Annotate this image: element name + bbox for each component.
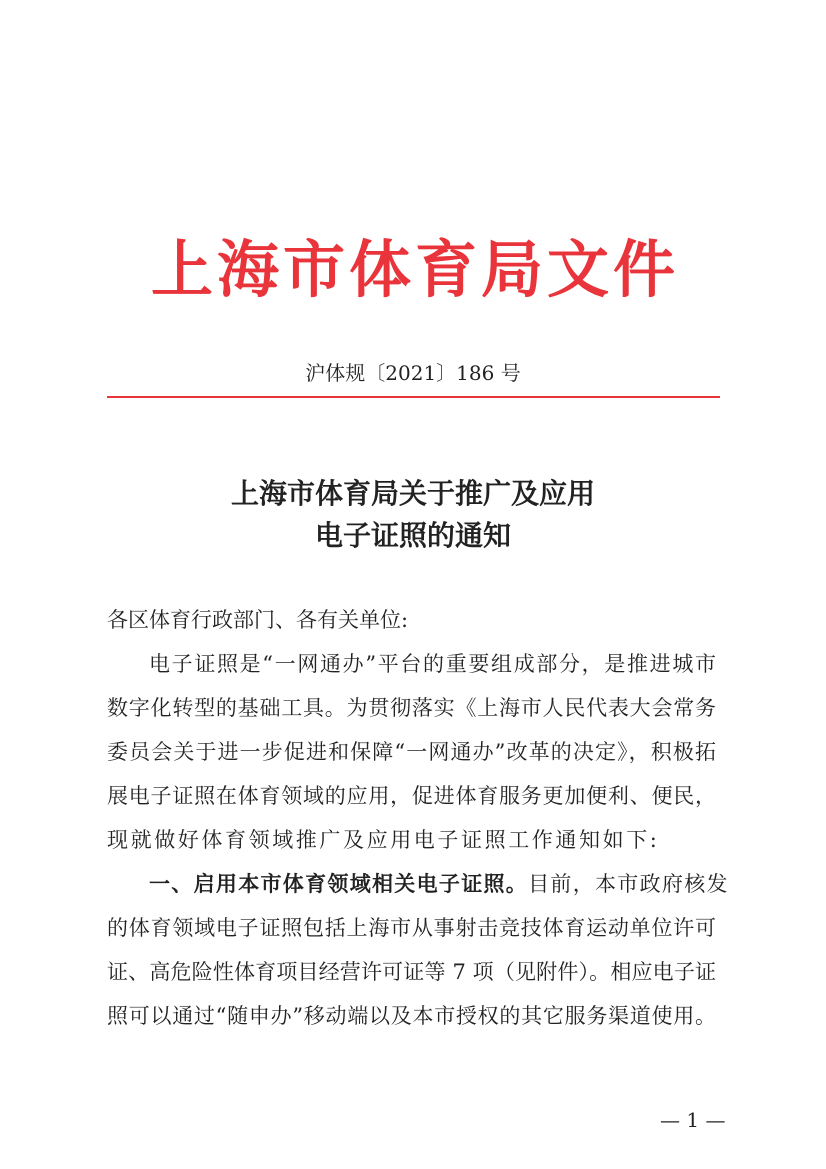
paragraph-line: 证、高危险性体育项目经营许可证等 7 项（见附件）。相应电子证 xyxy=(107,960,716,984)
salutation: 各区体育行政部门、各有关单位: xyxy=(107,608,409,632)
paragraph-line: 展电子证照在体育领域的应用，促进体育服务更加便利、便民， xyxy=(107,784,716,808)
section-1-heading: 一、启用本市体育领域相关电子证照。 xyxy=(149,871,529,896)
document-number: 沪体规〔2021〕186 号 xyxy=(305,361,521,385)
red-divider xyxy=(107,396,720,398)
paragraph-line: 的体育领域电子证照包括上海市从事射击竞技体育运动单位许可 xyxy=(107,916,716,940)
paragraph-line: 照可以通过“随申办”移动端以及本市授权的其它服务渠道使用。 xyxy=(107,1004,716,1028)
notice-title-line1: 上海市体育局关于推广及应用 xyxy=(230,477,595,510)
paragraph-line: 数字化转型的基础工具。为贯彻落实《上海市人民代表大会常务 xyxy=(107,696,716,720)
paragraph-line: 现就做好体育领域推广及应用电子证照工作通知如下: xyxy=(107,828,660,852)
org-header-title: 上海市体育局文件 xyxy=(150,233,679,306)
section-1-text: 目前，本市政府核发 xyxy=(528,872,729,896)
paragraph-line: 电子证照是“一网通办”平台的重要组成部分，是推进城市 xyxy=(149,652,716,676)
page-number: — 1 — xyxy=(660,1108,726,1132)
paragraph-line: 委员会关于进一步促进和保障“一网通办”改革的决定》，积极拓 xyxy=(107,740,716,764)
section-1-first-line xyxy=(149,869,729,899)
notice-title-line2: 电子证照的通知 xyxy=(314,519,511,552)
